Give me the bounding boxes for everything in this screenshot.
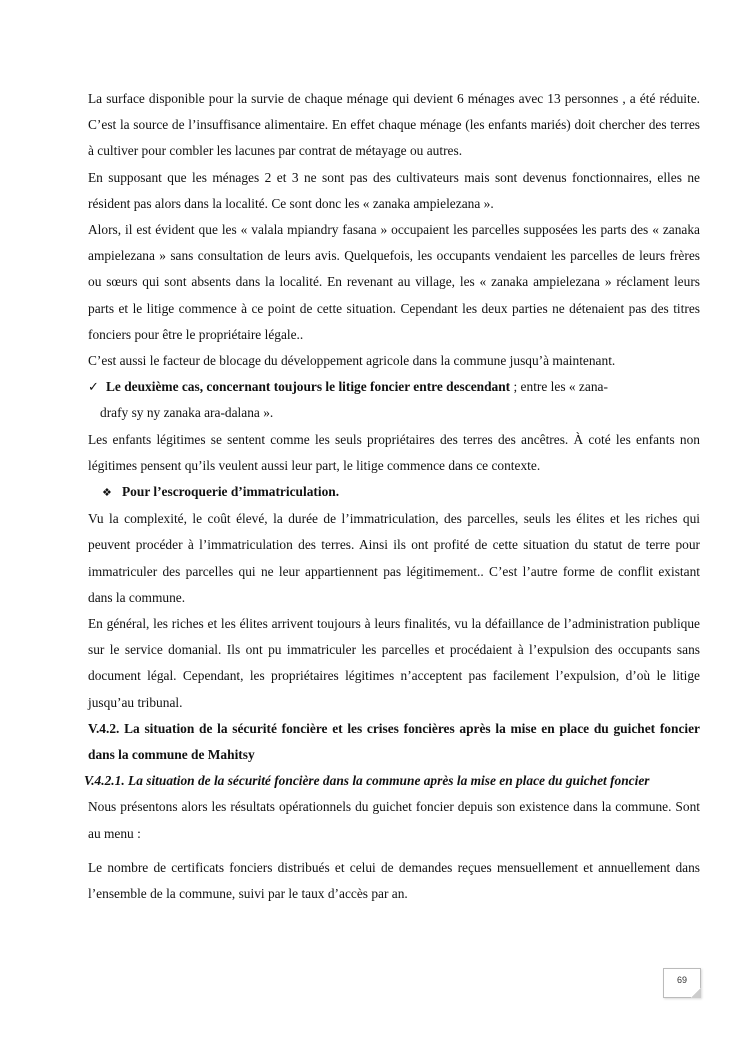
page-number: 69 [676,975,687,985]
paragraph-children: Les enfants légitimes se sentent comme les seuls propriétaires des terres des ancêtres. À coté les enfants non légitimes pensent qu’ils veulent aussi leur part, le litige commence dans ce contexte. [88,431,700,473]
spacer [88,847,700,855]
paragraph-blocage: C’est aussi le facteur de blocage du développement agricole dans la commune jusqu’à maintenant. [88,353,616,369]
body-text [84,86,700,907]
case2-bold: Le deuxième cas, concernant toujours le litige foncier entre descendant [106,379,511,395]
heading-v421: V.4.2.1. La situation de la sécurité foncière dans la commune après la mise en place du guichet foncier [84,773,650,789]
paragraph-valala: Alors, il est évident que les « valala mpiandry fasana » occupaient les parcelles supposées les parts des « zanaka ampielezana » sans consultation de leurs avis. Quelquefois, les occupants vendaient les parcelles de leurs frères ou sœurs qui sont absents dans la localité. En revenant au village, les « zanaka ampielezana » réclament leurs parts et le litige commence à ce point de cette situation. Cependant les deux parties ne détenaient pas des titres fonciers pour être le propriétaire légale.. [88,222,700,342]
escroquerie-title: Pour l’escroquerie d’immatriculation. [122,484,340,500]
case2-rest: ; entre les « zana- [510,379,608,395]
diamond-bullet-icon: ❖ [102,487,112,500]
paragraph-menages: En supposant que les ménages 2 et 3 ne sont pas des cultivateurs mais sont devenus fonctionnaires, elles ne résident pas alors dans la localité. Ce sont donc les « zanaka ampielezana ». [88,169,700,211]
heading-v42: V.4.2. La situation de la sécurité foncière et les crises foncières après la mise en place du guichet foncier dans la commune de Mahitsy [88,720,700,763]
paragraph-presentons: Nous présentons alors les résultats opérationnels du guichet foncier depuis son existence dans la commune. Sont au menu : [88,799,700,841]
page-number-box [663,968,701,998]
paragraph-nombre: Le nombre de certificats fonciers distribués et celui de demandes reçues mensuellement et annuellement dans l’ensemble de la commune, suivi par le taux d’accès par an. [88,859,700,902]
paragraph-complexite: Vu la complexité, le coût élevé, la durée de l’immatriculation, des parcelles, seuls les élites et les riches qui peuvent procéder à l’immatriculation des terres. Ainsi ils ont profité de cette situation du statut de terre pour immatriculer des parcelles qui ne leur appartiennent pas légitimement.. C’est l’autre forme de conflit existant dans la commune. [88,511,700,605]
paragraph-surface: La surface disponible pour la survie de chaque ménage qui devient 6 ménages avec 13 personnes , a été réduite. C’est la source de l’insuffisance alimentaire. En effet chaque ménage (les enfants mariés) doit chercher des terres à cultiver pour combler les lacunes par contrat de métayage ou autres. [88,91,700,159]
checkmark-icon: ✓ [88,379,99,395]
case2-bullet [88,374,700,400]
paragraph-general: En général, les riches et les élites arrivent toujours à leurs finalités, vu la défaillance de l’administration publique sur le service domanial. Ils ont pu immatriculer les parcelles et procédaient à l’expulsion des occupants sans document légal. Cependant, les propriétaires légitimes n’acceptent pas facilement l’expulsion, d’où le litige jusqu’au tribunal. [88,616,700,710]
escroquerie-heading [88,479,700,506]
case2-continuation: drafy sy ny zanaka ara-dalana ». [100,405,274,421]
page-curl-icon [691,988,701,998]
